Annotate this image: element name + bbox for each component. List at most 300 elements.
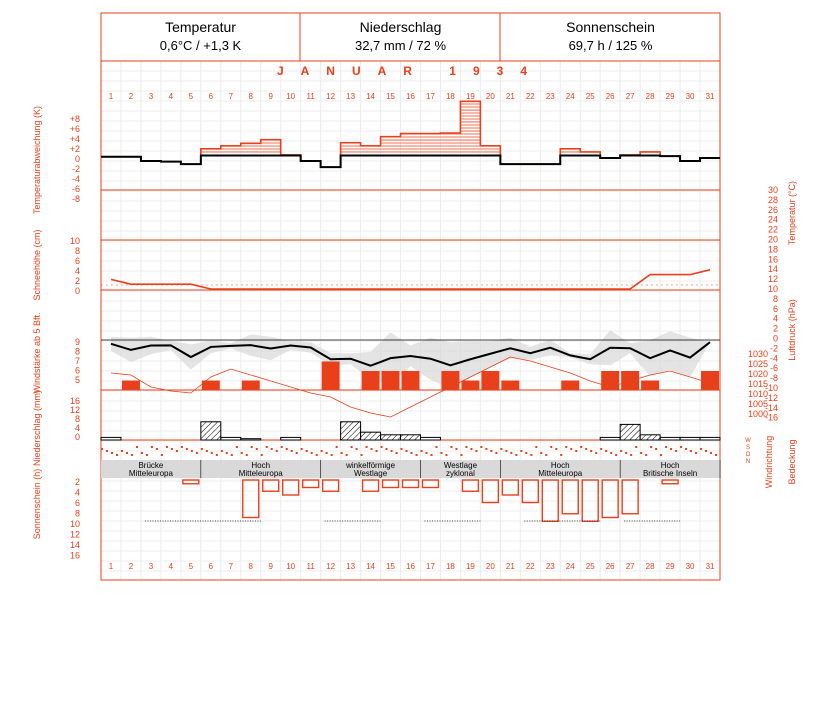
- wind-direction-dot: [495, 452, 497, 454]
- day-label-top: 3: [148, 92, 154, 101]
- day-label-top: 8: [248, 92, 253, 101]
- wind-direction-dot: [186, 448, 188, 450]
- sunshine-bar: [622, 480, 638, 514]
- wind-direction-dot: [685, 448, 687, 450]
- wind-direction-dot: [585, 448, 587, 450]
- weather-type-line2: zyklonal: [445, 469, 475, 478]
- wind-direction-dot: [420, 450, 422, 452]
- day-label-bottom: 24: [565, 562, 575, 571]
- wind-bar: [561, 381, 579, 391]
- weather-type-line1: Hoch: [251, 461, 271, 470]
- precip-bar: [221, 437, 241, 440]
- wind-direction-dot: [316, 454, 318, 456]
- wind-direction-dot: [510, 452, 512, 454]
- wind-direction-dot: [291, 450, 293, 452]
- day-label-bottom: 5: [188, 562, 194, 571]
- wind-direction-dot: [545, 454, 547, 456]
- day-label-bottom: 19: [465, 562, 475, 571]
- sunshine-title: Sonnenschein: [566, 19, 655, 35]
- snow-axis-title: Schneehöhe (cm): [32, 229, 42, 301]
- wind-direction-dot: [600, 448, 602, 450]
- wind-direction-dot: [146, 454, 148, 456]
- day-label-top: 11: [306, 92, 315, 101]
- precip-bar: [281, 437, 301, 440]
- wind-bar: [701, 371, 719, 390]
- wind-direction-dot: [141, 452, 143, 454]
- wind-bar: [621, 371, 639, 390]
- temperature-tick: 30: [767, 185, 778, 195]
- wind-direction-dot: [346, 454, 348, 456]
- wind-tick: 7: [74, 356, 80, 366]
- precip-bar: [361, 432, 381, 440]
- wind-direction-tick: N: [745, 459, 751, 465]
- wind-direction-dot: [321, 450, 323, 452]
- wind-direction-dot: [615, 454, 617, 456]
- day-label-top: 9: [268, 92, 273, 101]
- snow-tick: 8: [74, 246, 80, 256]
- wind-direction-dot: [201, 448, 203, 450]
- anomaly-tick: -2: [71, 164, 80, 174]
- wind-direction-dot: [151, 446, 153, 448]
- day-label-bottom: 27: [625, 562, 635, 571]
- wind-direction-dot: [266, 446, 268, 448]
- weather-type-line2: Britische Inseln: [642, 469, 698, 478]
- sunshine-bar: [363, 480, 379, 491]
- wind-direction-dot: [590, 450, 592, 452]
- temperature-tick: 14: [767, 264, 778, 275]
- day-label-top: 27: [625, 92, 635, 101]
- wind-direction-tick: O: [745, 452, 751, 458]
- sunshine-tick: 10: [69, 519, 80, 529]
- wind-direction-dot: [411, 452, 413, 454]
- wind-bar: [481, 371, 499, 390]
- temperature-axis-title: Temperatur (°C): [787, 180, 797, 246]
- wind-direction-dot: [465, 446, 467, 448]
- precip-tick: 4: [74, 423, 80, 433]
- wind-direction-dot: [161, 454, 163, 456]
- wind-bar: [501, 381, 519, 391]
- temperature-tick: -8: [769, 373, 778, 384]
- day-label-top: 6: [208, 92, 214, 101]
- weather-type-band: [101, 460, 720, 478]
- temperature-tick: 18: [767, 244, 778, 255]
- wind-direction-dot: [236, 446, 238, 448]
- precip-tick: 8: [74, 414, 80, 424]
- wind-direction-dot: [246, 454, 248, 456]
- wind-direction-dot: [111, 452, 113, 454]
- day-label-bottom: 16: [406, 562, 415, 571]
- wind-direction-axis-title: Windrichtung: [764, 435, 774, 489]
- wind-direction-dot: [261, 454, 263, 456]
- wind-direction-tick: S: [745, 445, 751, 451]
- day-label-top: 18: [445, 92, 455, 101]
- wind-direction-dot: [635, 446, 637, 448]
- wind-tick: 8: [74, 346, 80, 357]
- day-label-bottom: 8: [248, 562, 253, 571]
- wind-direction-dot: [670, 448, 672, 450]
- anomaly-tick: +8: [69, 114, 80, 124]
- wind-tick: 5: [74, 375, 80, 385]
- sunshine-value: 69,7 h / 125 %: [568, 38, 653, 53]
- wind-direction-dot: [655, 448, 657, 450]
- day-label-top: 16: [406, 92, 415, 101]
- day-label-top: 25: [585, 92, 595, 101]
- wind-direction-dot: [535, 446, 537, 448]
- day-label-bottom: 9: [268, 562, 273, 571]
- wind-direction-dot: [206, 450, 208, 452]
- sunshine-axis-title: Sonnenschein (h): [32, 468, 42, 540]
- wind-direction-dot: [276, 450, 278, 452]
- anomaly-bar: [201, 149, 221, 158]
- temperature-tick: 6: [772, 303, 778, 314]
- snow-tick: 10: [69, 236, 80, 246]
- wind-direction-dot: [680, 446, 682, 448]
- wind-direction-dot: [281, 446, 283, 448]
- day-label-top: 4: [168, 92, 174, 101]
- wind-direction-dot: [625, 452, 627, 454]
- wind-direction-dot: [336, 446, 338, 448]
- wind-direction-dot: [296, 452, 298, 454]
- sunshine-bar: [283, 480, 299, 495]
- wind-direction-dot: [256, 448, 258, 450]
- temperature-title: Temperatur: [165, 19, 236, 35]
- wind-bar: [322, 362, 340, 391]
- wind-direction-dot: [550, 446, 552, 448]
- precip-tick: 16: [69, 396, 80, 406]
- sunshine-tick: 12: [69, 529, 80, 540]
- precip-bar: [700, 437, 720, 440]
- temperature-value: 0,6°C / +1,3 K: [159, 38, 242, 53]
- anomaly-tick: 0: [74, 154, 80, 164]
- precipitation-value: 32,7 mm / 72 %: [354, 38, 447, 53]
- pressure-axis-title: Luftdruck (hPa): [787, 299, 797, 361]
- wind-direction-dot: [575, 450, 577, 452]
- sunshine-bar: [562, 480, 578, 514]
- wind-direction-dot: [430, 454, 432, 456]
- wind-direction-dot: [181, 446, 183, 448]
- day-label-bottom: 20: [485, 562, 495, 571]
- wind-direction-dot: [106, 450, 108, 452]
- day-label-top: 26: [605, 92, 615, 101]
- wind-direction-dot: [555, 448, 557, 450]
- sunshine-tick: 4: [74, 487, 80, 498]
- wind-direction-dot: [191, 450, 193, 452]
- wind-direction-dot: [460, 454, 462, 456]
- wind-direction-dot: [326, 452, 328, 454]
- wind-direction-dot: [401, 448, 403, 450]
- precip-tick: 12: [69, 405, 80, 415]
- precip-bar: [201, 422, 221, 440]
- wind-direction-dot: [675, 450, 677, 452]
- sunshine-bar: [323, 480, 339, 491]
- wind-direction-dot: [455, 448, 457, 450]
- wind-direction-dot: [565, 446, 567, 448]
- wind-direction-dot: [361, 454, 363, 456]
- wind-direction-dot: [665, 446, 667, 448]
- wind-direction-dot: [211, 452, 213, 454]
- wind-direction-dot: [525, 452, 527, 454]
- precip-bar: [241, 439, 261, 440]
- wind-direction-dot: [416, 454, 418, 456]
- wind-direction-dot: [440, 452, 442, 454]
- wind-direction-dot: [425, 452, 427, 454]
- pressure-tick: 1015: [747, 379, 768, 389]
- wind-direction-dot: [490, 450, 492, 452]
- anomaly-tick: +6: [69, 124, 80, 134]
- day-label-bottom: 31: [705, 562, 715, 571]
- wind-direction-dot: [331, 454, 333, 456]
- day-label-top: 5: [188, 92, 194, 101]
- temperature-tick: 22: [767, 224, 778, 235]
- wind-direction-dot: [251, 446, 253, 448]
- day-label-top: 30: [685, 92, 695, 101]
- day-label-bottom: 15: [386, 562, 395, 571]
- weather-type-line2: Mitteleuropa: [238, 469, 283, 478]
- wind-direction-dot: [396, 452, 398, 454]
- sunshine-bar: [602, 480, 618, 518]
- wind-direction-dot: [216, 454, 218, 456]
- wind-direction-dot: [515, 454, 517, 456]
- month-title: JANUAR 1934: [276, 64, 545, 78]
- wind-direction-dot: [221, 450, 223, 452]
- day-label-bottom: 28: [645, 562, 655, 571]
- wind-direction-dot: [301, 448, 303, 450]
- sunshine-tick: 14: [69, 540, 80, 550]
- temperature-tick: 0: [772, 333, 778, 344]
- wind-direction-dot: [166, 446, 168, 448]
- precip-bar: [640, 435, 660, 440]
- day-label-bottom: 4: [168, 562, 174, 571]
- wind-direction-dot: [595, 452, 597, 454]
- temperature-summary: [101, 13, 300, 59]
- wind-direction-dot: [695, 452, 697, 454]
- precip-tick: 0: [74, 432, 80, 442]
- sunshine-tick: 2: [74, 477, 80, 487]
- day-label-bottom: 3: [148, 562, 154, 571]
- weather-type-line1: winkelförmige: [346, 461, 396, 470]
- day-label-top: 28: [645, 92, 655, 101]
- sunshine-summary: [501, 13, 720, 59]
- wind-direction-dot: [475, 450, 477, 452]
- precip-bar: [620, 424, 640, 440]
- wind-direction-dot: [351, 446, 353, 448]
- wind-direction-dot: [485, 448, 487, 450]
- sunshine-tick: 16: [69, 550, 80, 561]
- wind-direction-dot: [116, 454, 118, 456]
- wind-direction-dot: [570, 448, 572, 450]
- wind-direction-dot: [136, 446, 138, 448]
- day-label-top: 19: [465, 92, 475, 101]
- wind-bar: [362, 371, 380, 390]
- wind-direction-dot: [560, 454, 562, 456]
- wind-direction-dot: [630, 454, 632, 456]
- day-label-top: 29: [665, 92, 675, 101]
- sunshine-bar: [243, 480, 259, 518]
- wind-direction-dot: [386, 448, 388, 450]
- wind-direction-dot: [640, 452, 642, 454]
- precip-bar: [660, 437, 680, 440]
- day-label-top: 7: [228, 92, 234, 101]
- day-label-bottom: 7: [228, 562, 234, 571]
- day-label-bottom: 10: [286, 562, 296, 571]
- temperature-tick: -12: [764, 392, 778, 403]
- wind-direction-dot: [480, 446, 482, 448]
- wind-direction-tick: W: [745, 438, 751, 444]
- day-label-bottom: 2: [128, 562, 134, 571]
- wind-direction-dot: [156, 448, 158, 450]
- anomaly-bar: [560, 149, 580, 158]
- wind-bar: [641, 381, 659, 391]
- precip-bar: [600, 437, 620, 440]
- wind-direction-dot: [356, 448, 358, 450]
- day-label-bottom: 30: [685, 562, 695, 571]
- day-label-top: 13: [346, 92, 356, 101]
- wind-direction-dot: [271, 448, 273, 450]
- wind-direction-dot: [450, 446, 452, 448]
- day-label-top: 20: [485, 92, 495, 101]
- temperature-tick: 2: [772, 323, 778, 334]
- wind-direction-dot: [226, 452, 228, 454]
- temperature-tick: 20: [767, 234, 778, 245]
- wind-direction-dot: [176, 450, 178, 452]
- wind-bar: [382, 371, 400, 390]
- temperature-tick: -2: [769, 343, 778, 354]
- wind-direction-dot: [620, 450, 622, 452]
- snow-tick: 6: [74, 256, 80, 266]
- wind-axis-title: Windstärke ab 5 Bft.: [32, 312, 42, 394]
- wind-direction-dot: [530, 454, 532, 456]
- wind-direction-dot: [710, 452, 712, 454]
- temperature-tick: -10: [764, 383, 778, 393]
- pressure-tick: 1030: [747, 349, 768, 359]
- wind-direction-dot: [435, 446, 437, 448]
- weather-type-line1: Hoch: [660, 461, 680, 470]
- wind-direction-dot: [371, 448, 373, 450]
- temperature-tick: 26: [767, 204, 778, 215]
- wind-direction-dot: [520, 450, 522, 452]
- day-label-bottom: 22: [525, 562, 535, 571]
- day-label-top: 15: [386, 92, 395, 101]
- wind-direction-dot: [286, 448, 288, 450]
- wind-direction-dot: [500, 448, 502, 450]
- weather-type-line1: Brücke: [138, 461, 164, 470]
- precipitation-title: Niederschlag: [359, 19, 442, 35]
- day-label-bottom: 29: [665, 562, 675, 571]
- weather-type-line2: Mitteleuropa: [128, 469, 173, 478]
- sunshine-bar: [462, 480, 478, 491]
- wind-direction-dot: [540, 452, 542, 454]
- day-label-top: 23: [545, 92, 555, 101]
- day-label-top: 22: [525, 92, 535, 101]
- wind-bar: [461, 381, 479, 391]
- precip-bar: [680, 437, 700, 440]
- day-label-top: 21: [505, 92, 515, 101]
- day-label-top: 2: [128, 92, 134, 101]
- cloud-axis-title: Bedeckung: [787, 439, 797, 485]
- precip-axis-title: Niederschlag (mm): [32, 389, 42, 467]
- anomaly-tick: -4: [71, 174, 80, 184]
- wind-direction-dot: [306, 450, 308, 452]
- wind-direction-dot: [121, 450, 123, 452]
- wind-bar: [242, 381, 260, 391]
- temperature-tick: 24: [767, 214, 778, 225]
- day-label-top: 31: [705, 92, 715, 101]
- day-label-top: 1: [108, 92, 114, 101]
- sunshine-tick: 8: [74, 508, 80, 519]
- wind-direction-dot: [101, 448, 103, 450]
- anomaly-tick: +2: [69, 144, 80, 154]
- wind-direction-dot: [650, 446, 652, 448]
- day-label-top: 24: [565, 92, 575, 101]
- snow-tick: 2: [74, 276, 80, 286]
- wind-tick: 9: [74, 337, 80, 347]
- day-label-bottom: 18: [445, 562, 455, 571]
- day-label-bottom: 25: [585, 562, 595, 571]
- wind-bar: [402, 371, 420, 390]
- weather-type-line2: Mitteleuropa: [538, 469, 583, 478]
- wind-direction-dot: [171, 448, 173, 450]
- day-label-top: 14: [366, 92, 376, 101]
- day-label-bottom: 13: [346, 562, 356, 571]
- day-label-bottom: 14: [366, 562, 376, 571]
- pressure-tick: 1010: [747, 389, 768, 399]
- wind-tick: 6: [74, 365, 80, 376]
- weather-type-line1: Westlage: [443, 461, 478, 470]
- anomaly-tick: +4: [69, 134, 80, 144]
- wind-direction-dot: [391, 450, 393, 452]
- precip-bar: [381, 435, 401, 440]
- temperature-tick: 16: [767, 254, 778, 265]
- wind-direction-dot: [406, 450, 408, 452]
- precip-bar: [401, 435, 421, 440]
- wind-direction-dot: [705, 450, 707, 452]
- precip-bar: [341, 422, 361, 440]
- precip-bar: [101, 437, 121, 440]
- wind-direction-dot: [131, 454, 133, 456]
- temperature-tick: 28: [767, 194, 778, 205]
- wind-direction-dot: [645, 454, 647, 456]
- sunshine-bar: [183, 480, 199, 484]
- wind-direction-dot: [505, 450, 507, 452]
- wind-direction-dot: [715, 454, 717, 456]
- day-label-bottom: 17: [426, 562, 435, 571]
- wind-direction-dot: [341, 452, 343, 454]
- temperature-tick: 4: [772, 313, 778, 324]
- wind-direction-dot: [470, 448, 472, 450]
- wind-direction-dot: [376, 450, 378, 452]
- day-label-bottom: 1: [108, 562, 114, 571]
- wind-direction-dot: [196, 452, 198, 454]
- temperature-tick: -16: [764, 412, 778, 423]
- snow-tick: 4: [74, 266, 80, 276]
- day-label-top: 17: [426, 92, 435, 101]
- day-label-bottom: 11: [306, 562, 315, 571]
- wind-direction-dot: [311, 452, 313, 454]
- precip-bar: [420, 437, 440, 440]
- pressure-tick: 1025: [747, 359, 768, 369]
- pressure-tick: 1005: [747, 399, 768, 409]
- pressure-tick: 1020: [747, 369, 768, 379]
- day-label-bottom: 21: [505, 562, 515, 571]
- sunshine-tick: 6: [74, 498, 80, 508]
- sunshine-bar: [502, 480, 518, 495]
- wind-bar: [122, 381, 140, 391]
- weather-type-line2: Westlage: [353, 469, 388, 478]
- sunshine-bar: [662, 480, 678, 484]
- temperature-tick: 12: [767, 274, 778, 285]
- wind-direction-dot: [231, 454, 233, 456]
- wind-direction-dot: [700, 448, 702, 450]
